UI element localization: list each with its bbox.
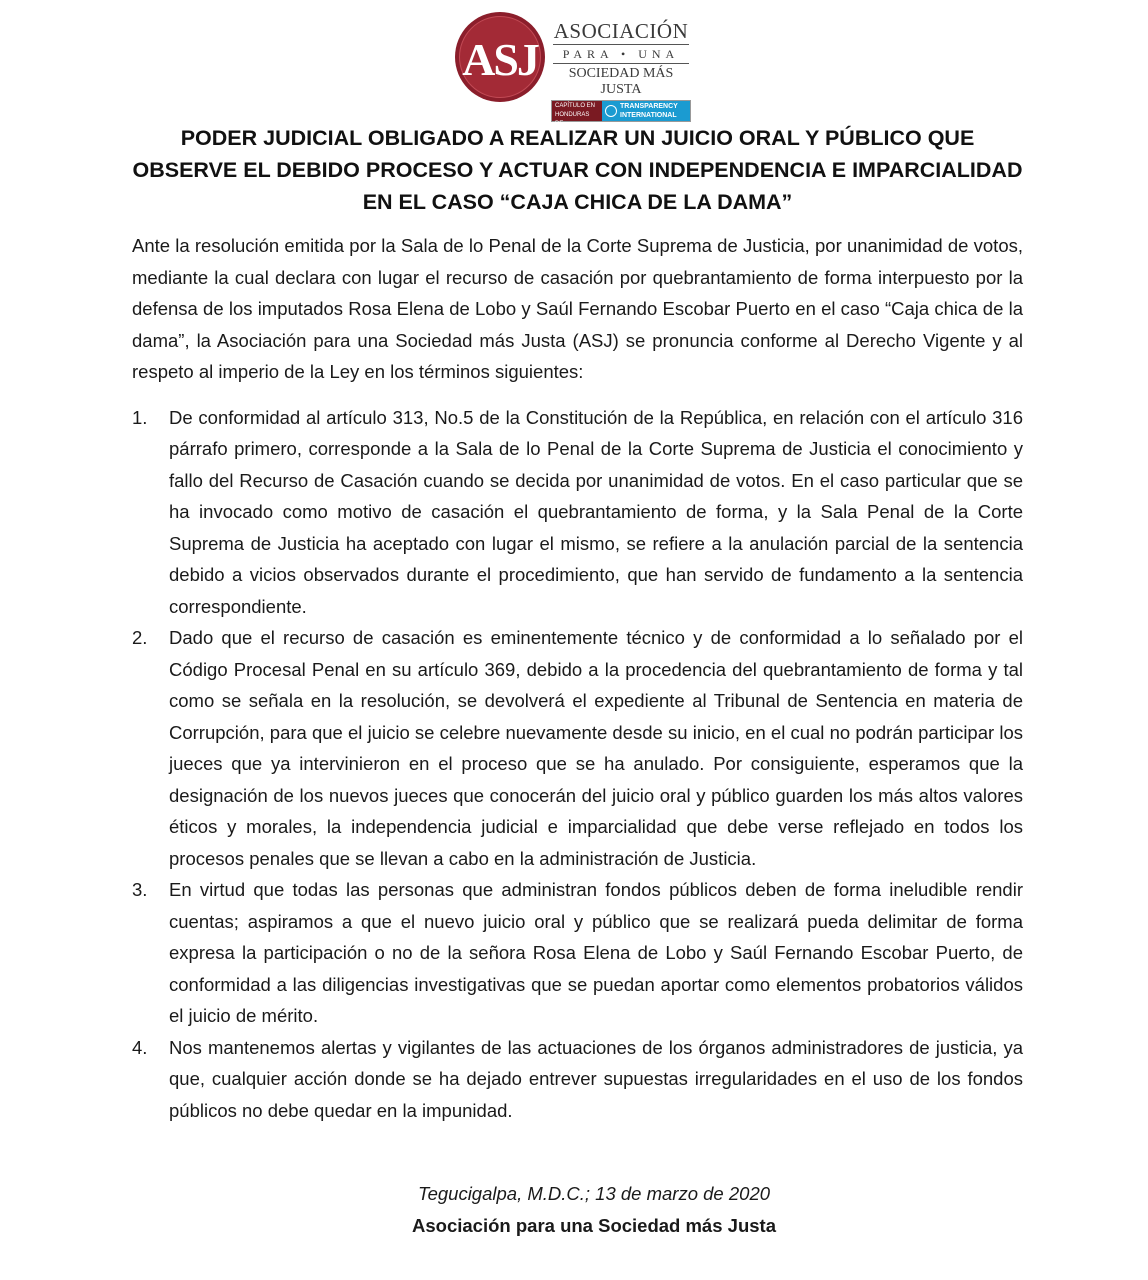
list-item-number: 1. — [132, 406, 148, 428]
document-footer — [0, 1178, 1148, 1241]
org-name-line3: SOCIEDAD MÁS JUSTA — [568, 66, 674, 97]
document-body — [132, 230, 1023, 1126]
list-item-text: En virtud que todas las personas que administran fondos públicos deben de forma ineludible rendir cuentas; aspiramos a que el nuevo juicio oral y público que se realizará pueda delimitar de forma expresa la participación o no de la señora Rosa Elena de Lobo y Saúl Fernando Escobar Puerto, de conformidad a las diligencias investigativas que se puedan aportar como elementos probatorios válidos el juicio de mérito. — [169, 879, 1023, 1026]
list-item-text: De conformidad al artículo 313, No.5 de la Constitución de la República, en relación con el artículo 316 párrafo primero, corresponde a la Sala de lo Penal de la Corte Suprema de Justicia el conocimiento y fallo del Recurso de Casación cuando se decida por unanimidad de votos. En el caso particular que se ha invocado como motivo de casación el quebrantamiento de forma, y la Sala Penal de la Corte Suprema de Justicia ha aceptado con lugar el mismo, se refiere a la anulación parcial de la sentencia debido a vicios observados durante el procedimiento, que han servido de fundamento a la sentencia correspondiente. — [169, 406, 1023, 617]
list-item-number: 3. — [132, 879, 148, 900]
org-name-line2: PARA • UNA — [562, 47, 680, 61]
list-item — [132, 1032, 1023, 1127]
ti-badge-brand-label: TRANSPARENCY INTERNATIONAL — [620, 103, 678, 119]
list-item-number: 4. — [132, 1036, 148, 1058]
asj-logo-letters: ASJ — [462, 34, 538, 85]
org-name-line1: ASOCIACIÓN — [553, 19, 689, 43]
intro-paragraph: Ante la resolución emitida por la Sala de lo Penal de la Corte Suprema de Justicia, por unanimidad de votos, mediante la cual declara con lugar el recurso de casación por quebrantamiento de forma interpuesto por la defensa de los imputados Rosa Elena de Lobo y Saúl Fernando Escobar Puerto en el caso “Caja chica de la dama”, la Asociación para una Sociedad más Justa (ASJ) se pronuncia conforme al Derecho Vigente y al respeto al imperio de la Ley en los términos siguientes: — [132, 235, 1023, 382]
transparency-international-badge — [551, 100, 691, 127]
asj-logo-emblem — [455, 12, 545, 102]
place-and-date: Tegucigalpa, M.D.C.; 13 de marzo de 2020 — [417, 1183, 771, 1204]
org-name-divider — [553, 44, 689, 45]
list-item — [132, 622, 1023, 874]
org-name-block — [551, 19, 691, 127]
ti-badge-chapter-label: CAPÍTULO EN HONDURAS DE — [552, 101, 602, 121]
numbered-list — [132, 402, 1023, 1127]
ti-badge-brand — [602, 101, 690, 121]
list-item-number: 2. — [132, 627, 148, 648]
org-name-divider — [553, 63, 689, 64]
list-item-text: Dado que el recurso de casación es eminentemente técnico y de conformidad a lo señalado por el Código Procesal Penal en su artículo 369, debido a la procedencia del quebrantamiento de forma y tal como se señala en la resolución, se devolverá el expediente al Tribunal de Sentencia en materia de Corrupción, para que el juicio se celebre nuevamente desde su inicio, en el cual no podrán participar los jueces que ya intervinieron en el proceso que se ha anulado. Por consiguiente, esperamos que la designación de los nuevos jueces que conocerán del juicio oral y público guarden los más altos valores éticos y morales, la independencia judicial e imparcialidad que debe verse reflejado en todos los procesos penales que se llevan a cabo en la administración de Justicia. — [169, 627, 1023, 869]
list-item — [132, 402, 1023, 623]
list-item-text: Nos mantenemos alertas y vigilantes de las actuaciones de los órganos administradores de justicia, ya que, cualquier acción donde se ha dejado entrever supuestas irregularidades en el uso de los fondos públicos no debe quedar en la impunidad. — [169, 1036, 1023, 1121]
list-item — [132, 874, 1023, 1032]
asj-logo-header — [455, 12, 695, 127]
document-title: PODER JUDICIAL OBLIGADO A REALIZAR UN JUICIO ORAL Y PÚBLICO QUE OBSERVE EL DEBIDO PROCESO Y ACTUAR CON INDEPENDENCIA E IMPARCIALIDAD EN EL CASO “CAJA CHICA DE LA DAMA” — [132, 126, 1023, 214]
signature-line: Asociación para una Sociedad más Justa — [412, 1214, 776, 1236]
globe-icon — [605, 105, 617, 117]
